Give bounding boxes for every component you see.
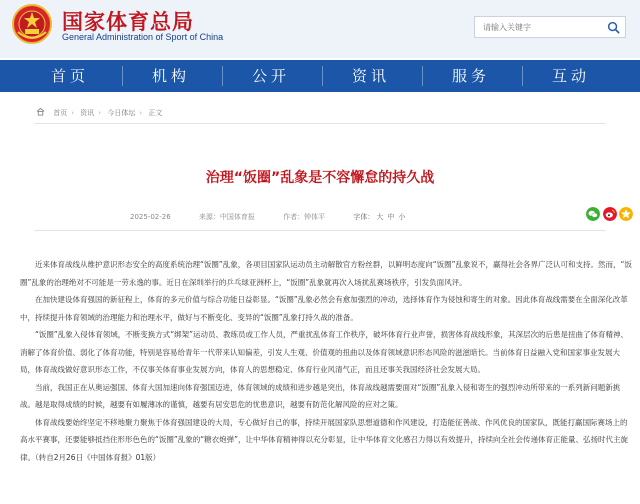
article-body — [20, 256, 632, 466]
share-buttons — [586, 207, 636, 223]
article-paragraph: 体育战线要始终坚定不移地聚力聚焦于体育强国建设的大局，专心做好自己的事，持续开展国家队思想道德和作风建设，打造能征善战、作风优良的国家队，既能打赢国际赛场上的高水平赛事，还要能够抵挡住形形色色的“饭圈”乱象的“糖衣炮弹”，让中华体育精神得以充分彰显，让中华体育文化感召力得以有效提升，持续向全社会传递体育正能量、弘扬时代主旋律。（转自2月26日《中国体育报》01版） — [20, 417, 629, 462]
article-title: 治理“饭圈”乱象是不容懈怠的持久战 — [205, 170, 435, 186]
article-date: 2025-02-26 — [130, 213, 171, 221]
breadcrumb-news[interactable]: 资讯 — [80, 109, 95, 117]
article-paragraph: 近来体育战线从维护意识形态安全的高度系统治理“饭圈”乱象，各项目国家队运动员主动解散官方粉丝群，以鲜明态度向“饭圈”乱象说不，赢得社会各界广泛认可和支持。然而，“饭圈”乱象的治理绝对不可能是一劳永逸的事。近日在深圳举行的乒乓球亚洲杯上，“饭圈”乱象就再次入场扰乱赛场秩序，引发负面风评。 — [20, 260, 632, 287]
font-size-label: 字体： — [353, 213, 375, 221]
article-paragraph: 当前，我国正在从奥运强国、体育大国加速向体育强国迈进，体育领域的成绩和进步越是突出，体育战线越需要面对“饭圈”乱象入侵和寄生的强烈冲动所带来的一系列新问题新挑战。越是取得成绩的时候，越要有如履薄冰的谨慎，越要有居安思危的忧患意识，越要有防范化解风险的应对之策。 — [20, 382, 621, 409]
wechat-icon[interactable] — [586, 207, 600, 221]
breadcrumb-separator: › — [71, 109, 75, 117]
breadcrumb-separator: › — [98, 109, 102, 117]
font-size-medium-button[interactable]: 中 — [387, 213, 395, 221]
breadcrumb-home[interactable]: 首页 — [53, 109, 68, 117]
site-title[interactable]: 国家体育总局 — [62, 10, 194, 34]
article-source: 来源：中国体育报 — [198, 213, 255, 221]
site-header — [0, 0, 640, 58]
nav-item-services[interactable]: 服务 — [451, 67, 490, 85]
nav-item-interaction[interactable]: 互动 — [551, 67, 590, 85]
breadcrumb-separator: › — [139, 109, 143, 117]
nav-item-news[interactable]: 资讯 — [351, 67, 390, 85]
divider — [34, 123, 606, 124]
search-input[interactable] — [483, 19, 603, 35]
nav-item-organization[interactable]: 机构 — [151, 67, 190, 85]
font-size-small-button[interactable]: 小 — [398, 213, 406, 221]
main-nav — [0, 60, 640, 92]
weibo-icon[interactable] — [603, 207, 617, 221]
qzone-icon[interactable] — [619, 207, 633, 221]
breadcrumb-current: 正文 — [148, 109, 163, 117]
search-box — [474, 16, 626, 38]
article-paragraph: 在加快建设体育强国的新征程上，体育的多元价值与综合功能日益彰显。“饭圈”乱象必然会有愈加强烈的冲动，选择体育作为侵蚀和寄生的对象。因此体育战线需要在全面深化改革中，持续提升体育领域的治理能力和治理水平，做好与不断变化、变异的“饭圈”乱象打持久战的准备。 — [20, 295, 628, 322]
national-emblem-icon[interactable] — [12, 4, 52, 44]
nav-item-public[interactable]: 公开 — [251, 67, 290, 85]
breadcrumb-today-sports[interactable]: 今日体坛 — [107, 109, 136, 117]
site-subtitle: General Administration of Sport of China — [62, 32, 224, 42]
home-icon — [36, 107, 45, 116]
breadcrumb — [36, 107, 166, 118]
font-size-large-button[interactable]: 大 — [376, 213, 384, 221]
article-paragraph: “饭圈”乱象入侵体育领域，不断变换方式“绑架”运动员、教练员或工作人员，严重扰乱体育工作秩序，破坏体育行业声誉，损害体育战线形象，其深层次的后患是扭曲了体育精神、消解了体育价值、弱化了体育功能，特别是容易给青年一代带来认知偏差，引发人生观、价值观的扭曲以及体育领域意识形态风险的滋滋暗长。当前体育日益融入党和国家事业发展大局，体育战线做好意识形态工作，不仅事关体育事业发展方向，体育人的思想稳定、体育行业风清气正，而且还事关我国经济社会发展大局。 — [20, 330, 629, 374]
article-author: 作者：钟体平 — [283, 213, 326, 221]
nav-item-home[interactable]: 首页 — [50, 67, 89, 85]
search-icon[interactable] — [607, 21, 620, 34]
divider — [34, 230, 606, 231]
article-meta — [130, 212, 409, 222]
